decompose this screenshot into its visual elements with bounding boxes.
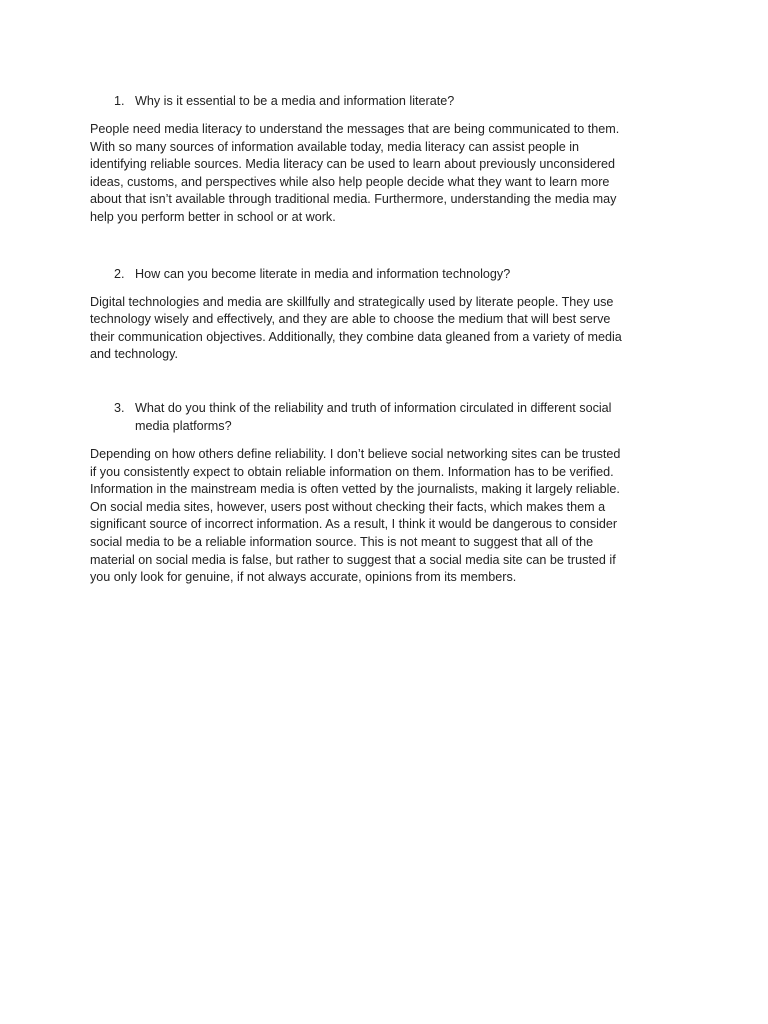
answer-line: social media to be a reliable information source. This is not meant to suggest that all of the <box>90 534 594 549</box>
answer-line: material on social media is false, but rather to suggest that a social media site can be trusted if <box>90 552 616 567</box>
answer-3 <box>90 446 688 587</box>
answer-line: technology wisely and effectively, and they are able to choose the medium that will best serve <box>90 312 611 327</box>
answer-line: their communication objectives. Additionally, they combine data gleaned from a variety of media <box>90 329 622 344</box>
question-1 <box>90 92 688 110</box>
spacer <box>90 227 688 265</box>
answer-line: help you perform better in school or at work. <box>90 209 336 224</box>
qa-item-1 <box>90 92 688 227</box>
answer-line: Digital technologies and media are skillfully and strategically used by literate people. They use <box>90 294 614 309</box>
question-3 <box>90 399 688 435</box>
answer-2 <box>90 294 688 364</box>
qa-item-2 <box>90 265 688 364</box>
answer-line: ideas, customs, and perspectives while also help people decide what they want to learn more <box>90 174 610 189</box>
answer-line: if you consistently expect to obtain reliable information on them. Information has to be verified. <box>90 464 614 479</box>
spacer <box>90 364 688 399</box>
answer-line: With so many sources of information available today, media literacy can assist people in <box>90 139 580 154</box>
answer-line: significant source of incorrect information. As a result, I think it would be dangerous to consider <box>90 517 618 532</box>
question-text: Why is it essential to be a media and information literate? <box>135 94 455 108</box>
question-number: 1. <box>114 94 125 108</box>
question-text: media platforms? <box>135 418 232 433</box>
question-number: 3. <box>114 400 125 415</box>
answer-line: On social media sites, however, users post without checking their facts, which makes them a <box>90 499 606 514</box>
answer-line: identifying reliable sources. Media literacy can be used to learn about previously unconsidered <box>90 157 616 172</box>
question-number: 2. <box>114 266 125 281</box>
answer-line: about that isn’t available through traditional media. Furthermore, understanding the media may <box>90 192 617 207</box>
answer-line: Depending on how others define reliability. I don’t believe social networking sites can be trusted <box>90 446 621 461</box>
question-2 <box>90 265 688 283</box>
question-text: How can you become literate in media and information technology? <box>135 266 511 281</box>
question-text: What do you think of the reliability and truth of information circulated in different social <box>135 400 612 415</box>
answer-line: People need media literacy to understand the messages that are being communicated to them. <box>90 122 620 136</box>
answer-1 <box>90 121 688 227</box>
answer-line: Information in the mainstream media is often vetted by the journalists, making it largely reliable. <box>90 482 620 497</box>
answer-line: you only look for genuine, if not always accurate, opinions from its members. <box>90 570 517 585</box>
answer-line: and technology. <box>90 347 178 362</box>
qa-item-3 <box>90 399 688 587</box>
